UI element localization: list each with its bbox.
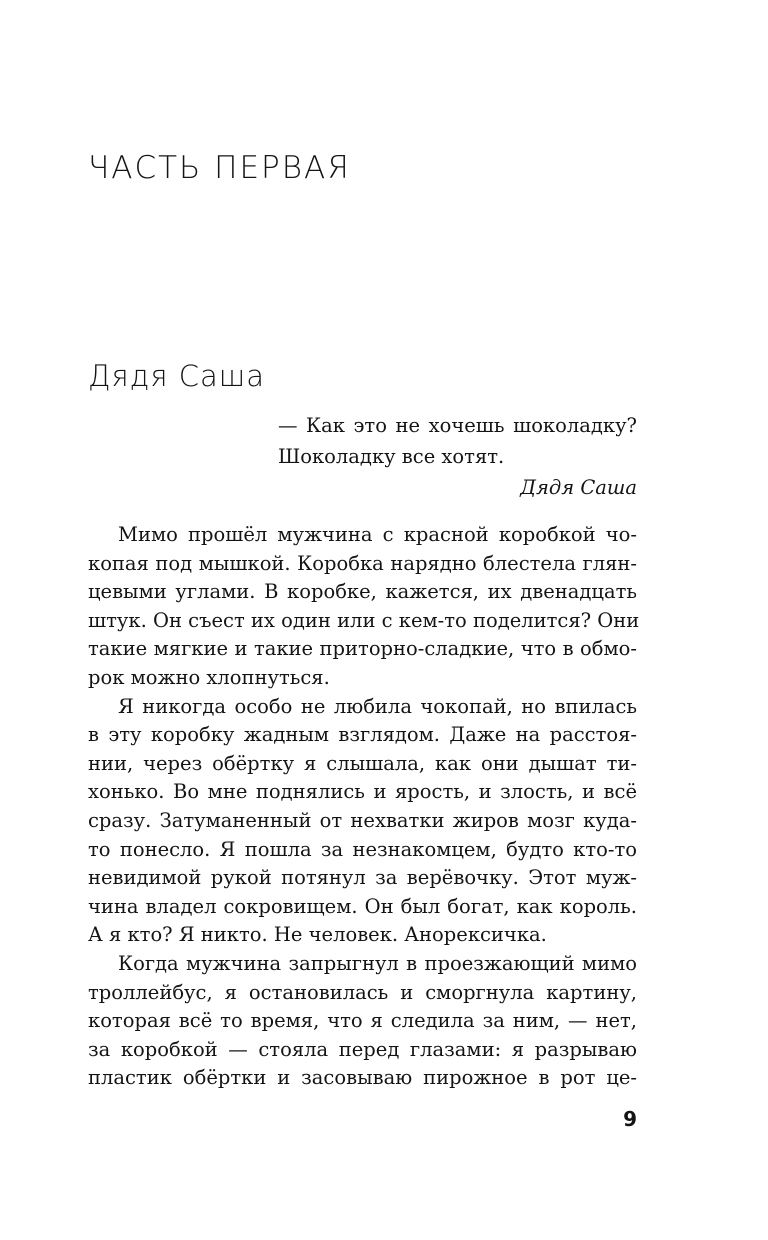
text-line: рок можно хлопнуться. xyxy=(88,665,330,689)
epigraph-author: Дядя Саша xyxy=(520,476,637,499)
text-line: копая под мышкой. Коробка нарядно блестела глян- xyxy=(88,551,637,575)
text-line: Когда мужчина запрыгнул в проезжающий мимо xyxy=(118,951,637,975)
body-text xyxy=(88,521,640,1093)
text-line: А я кто? Я никто. Не человек. Анорексичка. xyxy=(88,923,547,947)
text-line: Мимо прошёл мужчина с красной коробкой чо- xyxy=(118,523,637,546)
text-line: сразу. Затуманенный от нехватки жиров мозг куда- xyxy=(88,808,637,832)
text-line: которая всё то время, что я следила за ним, — нет, xyxy=(88,1009,637,1033)
text-line: троллейбус, я остановилась и сморгнула картину, xyxy=(88,980,637,1004)
text-line: невидимой рукой потянул за верёвочку. Этот муж- xyxy=(88,866,637,890)
text-line: за коробкой — стояла перед глазами: я разрываю xyxy=(88,1037,637,1061)
chapter-title: Дядя Саша xyxy=(88,359,266,393)
epigraph-line: Шоколадку все хотят. xyxy=(278,445,505,468)
text-line: то понесло. Я пошла за незнакомцем, будто кто-то xyxy=(88,837,637,861)
text-line: в эту коробку жадным взглядом. Даже на расстоя- xyxy=(88,723,637,747)
text-line: нии, через обёртку я слышала, как они дышат ти- xyxy=(88,751,637,775)
text-line: пластик обёртки и засовываю пирожное в рот це- xyxy=(88,1066,637,1090)
text-line: Я никогда особо не любила чокопай, но впилась xyxy=(118,694,637,718)
text-line: хонько. Во мне поднялись и ярость, и злость, и всё xyxy=(88,780,637,804)
epigraph-line: — Как это не хочешь шоколадку? xyxy=(278,414,637,437)
text-line: такие мягкие и такие приторно-сладкие, что в обмо- xyxy=(88,637,637,661)
epigraph xyxy=(278,410,637,503)
text-line: штук. Он съест их один или с кем-то поделится? Они xyxy=(88,608,640,632)
text-line: цевыми углами. В коробке, кажется, их двенадцать xyxy=(88,580,637,604)
text-line: чина владел сокровищем. Он был богат, как король. xyxy=(88,894,637,918)
part-title: ЧАСТЬ ПЕРВАЯ xyxy=(88,150,351,186)
page-number: 9 xyxy=(623,1107,637,1131)
